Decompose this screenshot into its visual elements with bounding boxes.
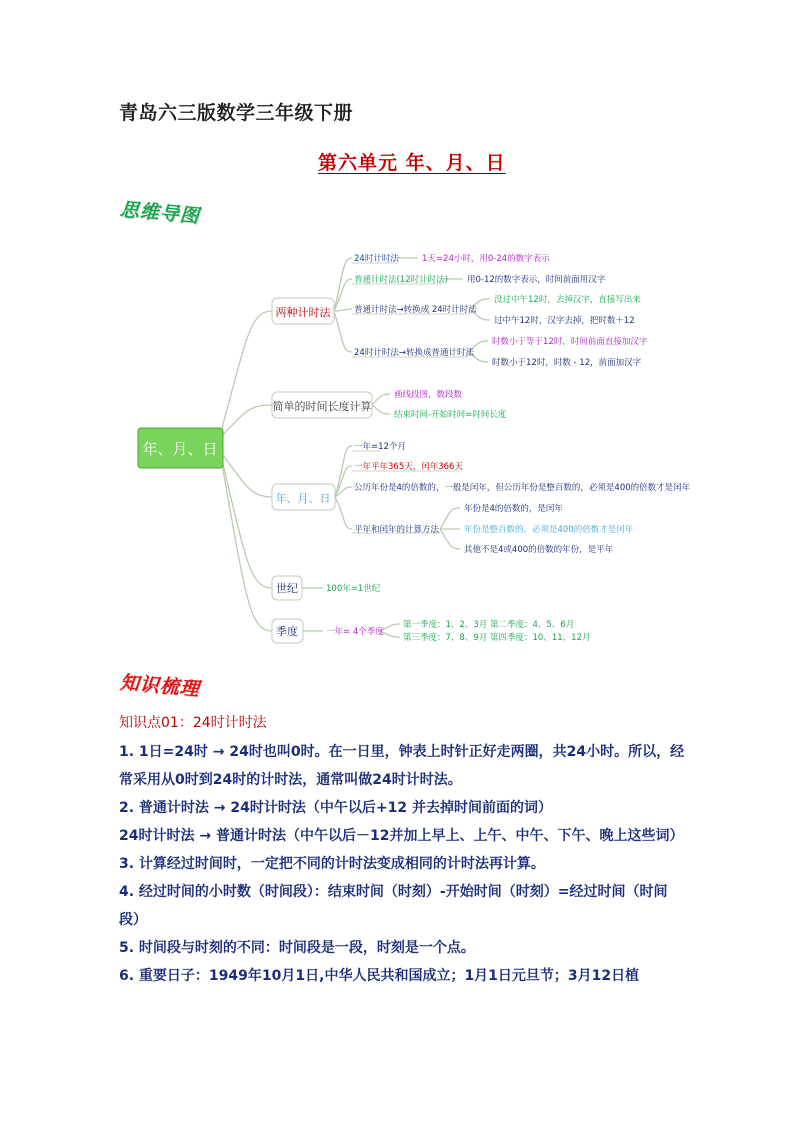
leaf-12h-to-24h-note2: 过中午12时，汉字去掉，把时数＋12 (494, 316, 635, 326)
root-node-label: 年、月、日 (142, 440, 218, 458)
leaf-year-days: 一年平年365天，闰年366天 (354, 462, 463, 472)
branch-label-century: 世纪 (276, 582, 298, 595)
leaf-12h-system-note: 用0-12的数字表示，时间前面用汉字 (467, 275, 606, 285)
knowledge-item-2b: 24时计时法 → 普通计时法（中午以后－12并加上早上、上午、中午、下午、晚上这些词） (119, 828, 684, 844)
connector-b1-c3 (334, 309, 352, 311)
branch-label-two-systems: 两种计时法 (275, 306, 331, 319)
connector-root-b1 (222, 311, 272, 428)
section-heading-knowledge: 知识梳理 (119, 671, 201, 701)
knowledge-point-title: 知识点01：24时计时法 (119, 715, 267, 731)
connector-root-b2 (222, 405, 272, 436)
leaf-quarter-4: 第四季度：10、11、12月 (490, 633, 591, 643)
unit-title: 第六单元 年、月、日 (318, 152, 506, 174)
connector-b3-c4-n1 (440, 508, 460, 529)
leaf-quarter-2: 第二季度：4、5、6月 (490, 620, 575, 630)
branch-label-duration: 简单的时间长度计算 (272, 400, 372, 413)
leaf-12h-to-24h-note1: 没过中午12时，去掉汉字，直接写出来 (494, 295, 641, 305)
document-title: 青岛六三版数学三年级下册 (119, 102, 354, 124)
leaf-quarters: 一年= 4个季度 (326, 627, 384, 637)
connector-b2-c2 (372, 405, 390, 414)
connector-b3-c4 (335, 497, 352, 529)
leaf-duration-formula: 结束时间-开始时间=时间长度 (394, 410, 507, 420)
section-heading-mind-map: 思维导图 (119, 198, 201, 228)
leaf-12h-system: 普通计时法(12时计时法) (354, 275, 448, 285)
leaf-leap-calc-note3: 其他不是4或400的倍数的年份，是平年 (464, 545, 614, 555)
connector-b1-c1 (334, 258, 352, 311)
leaf-quarter-3: 第三季度：7、8、9月 (403, 633, 488, 643)
connector-root-b4 (222, 460, 272, 588)
leaf-24h-system: 24时计时法 (354, 254, 399, 264)
leaf-century: 100年=1世纪 (326, 584, 381, 594)
connector-b1-c2 (334, 279, 352, 311)
leaf-24h-to-12h-note1: 时数小于等于12时，时间前面直接加汉字 (492, 337, 648, 347)
connector-b3-c4-n3 (440, 529, 460, 549)
connector-b3-c2 (335, 466, 352, 497)
leaf-12h-to-24h: 普通计时法→转换成 24时计时法 (354, 305, 477, 315)
knowledge-item-1: 1. 1日=24时 → 24时也叫0时。在一日里，钟表上时针正好走两圈，共24小时。所以，经常采用从0时到24时的计时法，通常叫做24时计时法。 (119, 744, 685, 788)
leaf-leap-calc-note1: 年份是4的倍数的，是闰年 (464, 504, 563, 514)
leaf-24h-to-12h: 24时计时法→转换成普通计时法 (354, 348, 474, 358)
leaf-line-diagram: 画线段图，数段数 (394, 390, 463, 400)
connector-b2-c1 (372, 394, 390, 405)
knowledge-item-2: 2. 普通计时法 → 24时计时法（中午以后+12 并去掉时间前面的词） (119, 800, 552, 816)
knowledge-item-6: 6. 重要日子：1949年10月1日,中华人民共和国成立；1月1日元旦节；3月12日植 (119, 968, 640, 984)
leaf-leap-rule: 公历年份是4的倍数的，一般是闰年，但公历年份是整百数的，必须是400的倍数才是闰年 (354, 483, 691, 493)
connector-b1-c4 (334, 311, 352, 352)
knowledge-item-4: 4. 经过时间的小时数（时间段）：结束时间（时刻）-开始时间（时刻）=经过时间（时间段） (119, 884, 668, 928)
branch-label-ymd: 年、月、日 (275, 492, 331, 505)
leaf-leap-calc-note2: 年份是整百数的，必须是400的倍数才是闰年 (464, 525, 634, 535)
knowledge-item-5: 5. 时间段与时刻的不同：时间段是一段，时刻是一个点。 (119, 940, 475, 956)
leaf-leap-calc: 平年和闰年的计算方法 (354, 525, 440, 535)
leaf-year-months: 一年=12个月 (354, 442, 406, 452)
knowledge-item-3: 3. 计算经过时间时，一定把不同的计时法变成相同的计时法再计算。 (119, 856, 545, 872)
leaf-24h-system-note: 1天=24小时，用0-24的数字表示 (422, 254, 550, 264)
knowledge-content (119, 738, 685, 990)
branch-label-quarter: 季度 (276, 625, 298, 638)
leaf-24h-to-12h-note2: 时数小于12时，时数 - 12，前面加汉字 (492, 358, 642, 368)
leaf-quarter-1: 第一季度：1、2、3月 (403, 620, 488, 630)
